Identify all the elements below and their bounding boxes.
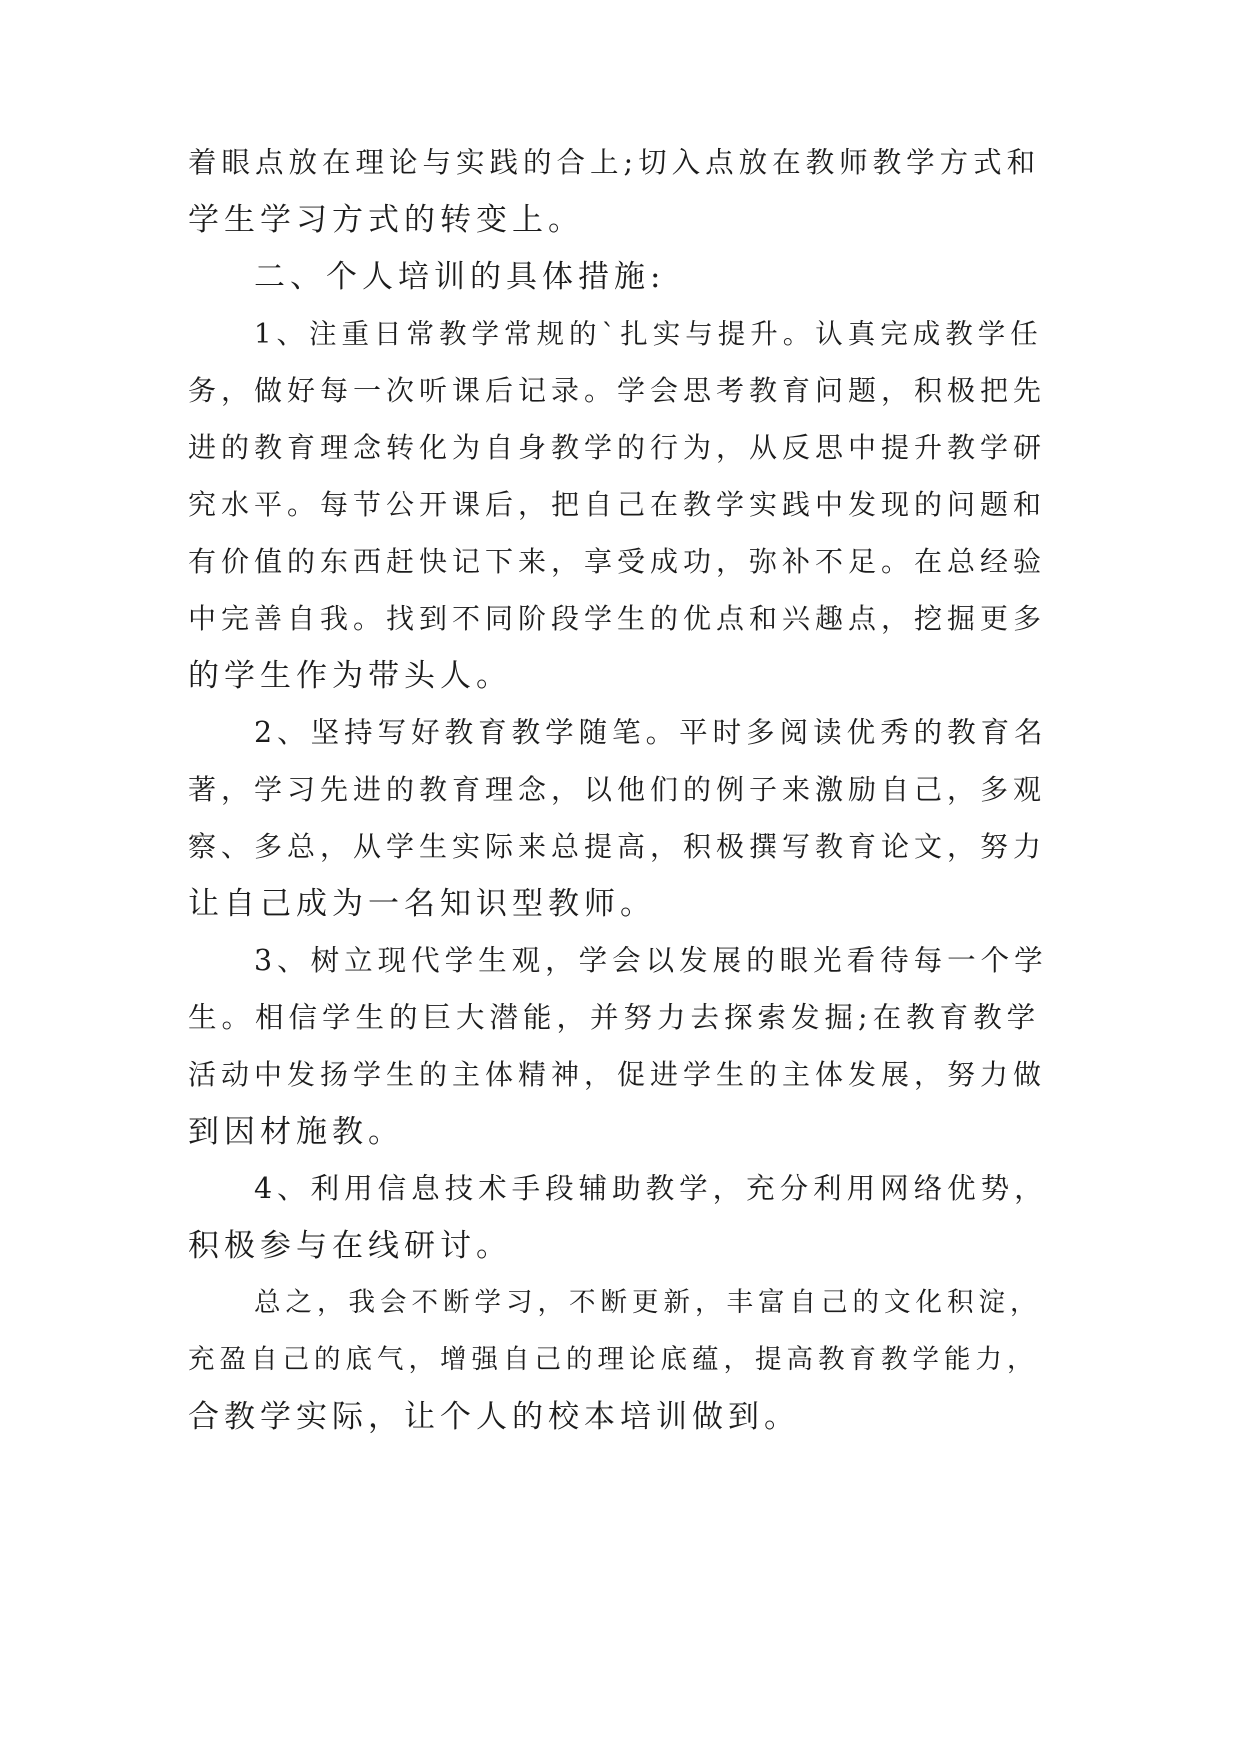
text-line: 的学生作为带头人。 [188, 658, 512, 694]
text-line: 学生学习方式的转变上。 [188, 202, 584, 238]
text-line: 合教学实际，让个人的校本培训做到。 [188, 1399, 800, 1435]
text-line: 到因材施教。 [188, 1114, 404, 1150]
text-line: 中完善自我。找到不同阶段学生的优点和兴趣点，挖掘更多 [188, 602, 1047, 635]
text-line: 有价值的东西赶快记下来，享受成功，弥补不足。在总经验 [188, 545, 1047, 578]
text-line: 积极参与在线研讨。 [188, 1228, 512, 1264]
text-line: 活动中发扬学生的主体精神，促进学生的主体发展，努力做 [188, 1058, 1047, 1091]
text-line: 总之，我会不断学习，不断更新，丰富自己的文化积淀， [254, 1287, 1042, 1318]
text-line: 1、注重日常教学常规的`扎实与提升。认真完成教学任 [254, 318, 1043, 350]
text-line: 让自己成为一名知识型教师。 [188, 886, 656, 922]
text-line: 究水平。每节公开课后，把自己在教学实践中发现的问题和 [188, 488, 1047, 521]
text-line: 3、树立现代学生观，学会以发展的眼光看待每一个学 [254, 944, 1048, 977]
text-line: 著，学习先进的教育理念，以他们的例子来激励自己，多观 [188, 773, 1047, 806]
text-line: 4、利用信息技术手段辅助教学，充分利用网络优势， [254, 1172, 1048, 1205]
text-line: 着眼点放在理论与实践的合上;切入点放在教师教学方式和 [188, 146, 1041, 179]
text-line: 2、坚持写好教育教学随笔。平时多阅读优秀的教育名 [254, 716, 1048, 749]
text-line: 充盈自己的底气，增强自己的理论底蕴，提高教育教学能力， [188, 1344, 1039, 1375]
section-heading: 二、个人培训的具体措施: [254, 259, 666, 295]
text-line: 察、多总，从学生实际来总提高，积极撰写教育论文，努力 [188, 830, 1047, 863]
text-line: 进的教育理念转化为自身教学的行为，从反思中提升教学研 [188, 431, 1047, 464]
text-line: 务，做好每一次听课后记录。学会思考教育问题，积极把先 [188, 374, 1047, 407]
text-line: 生。相信学生的巨大潜能，并努力去探索发掘;在教育教学 [188, 1001, 1041, 1034]
